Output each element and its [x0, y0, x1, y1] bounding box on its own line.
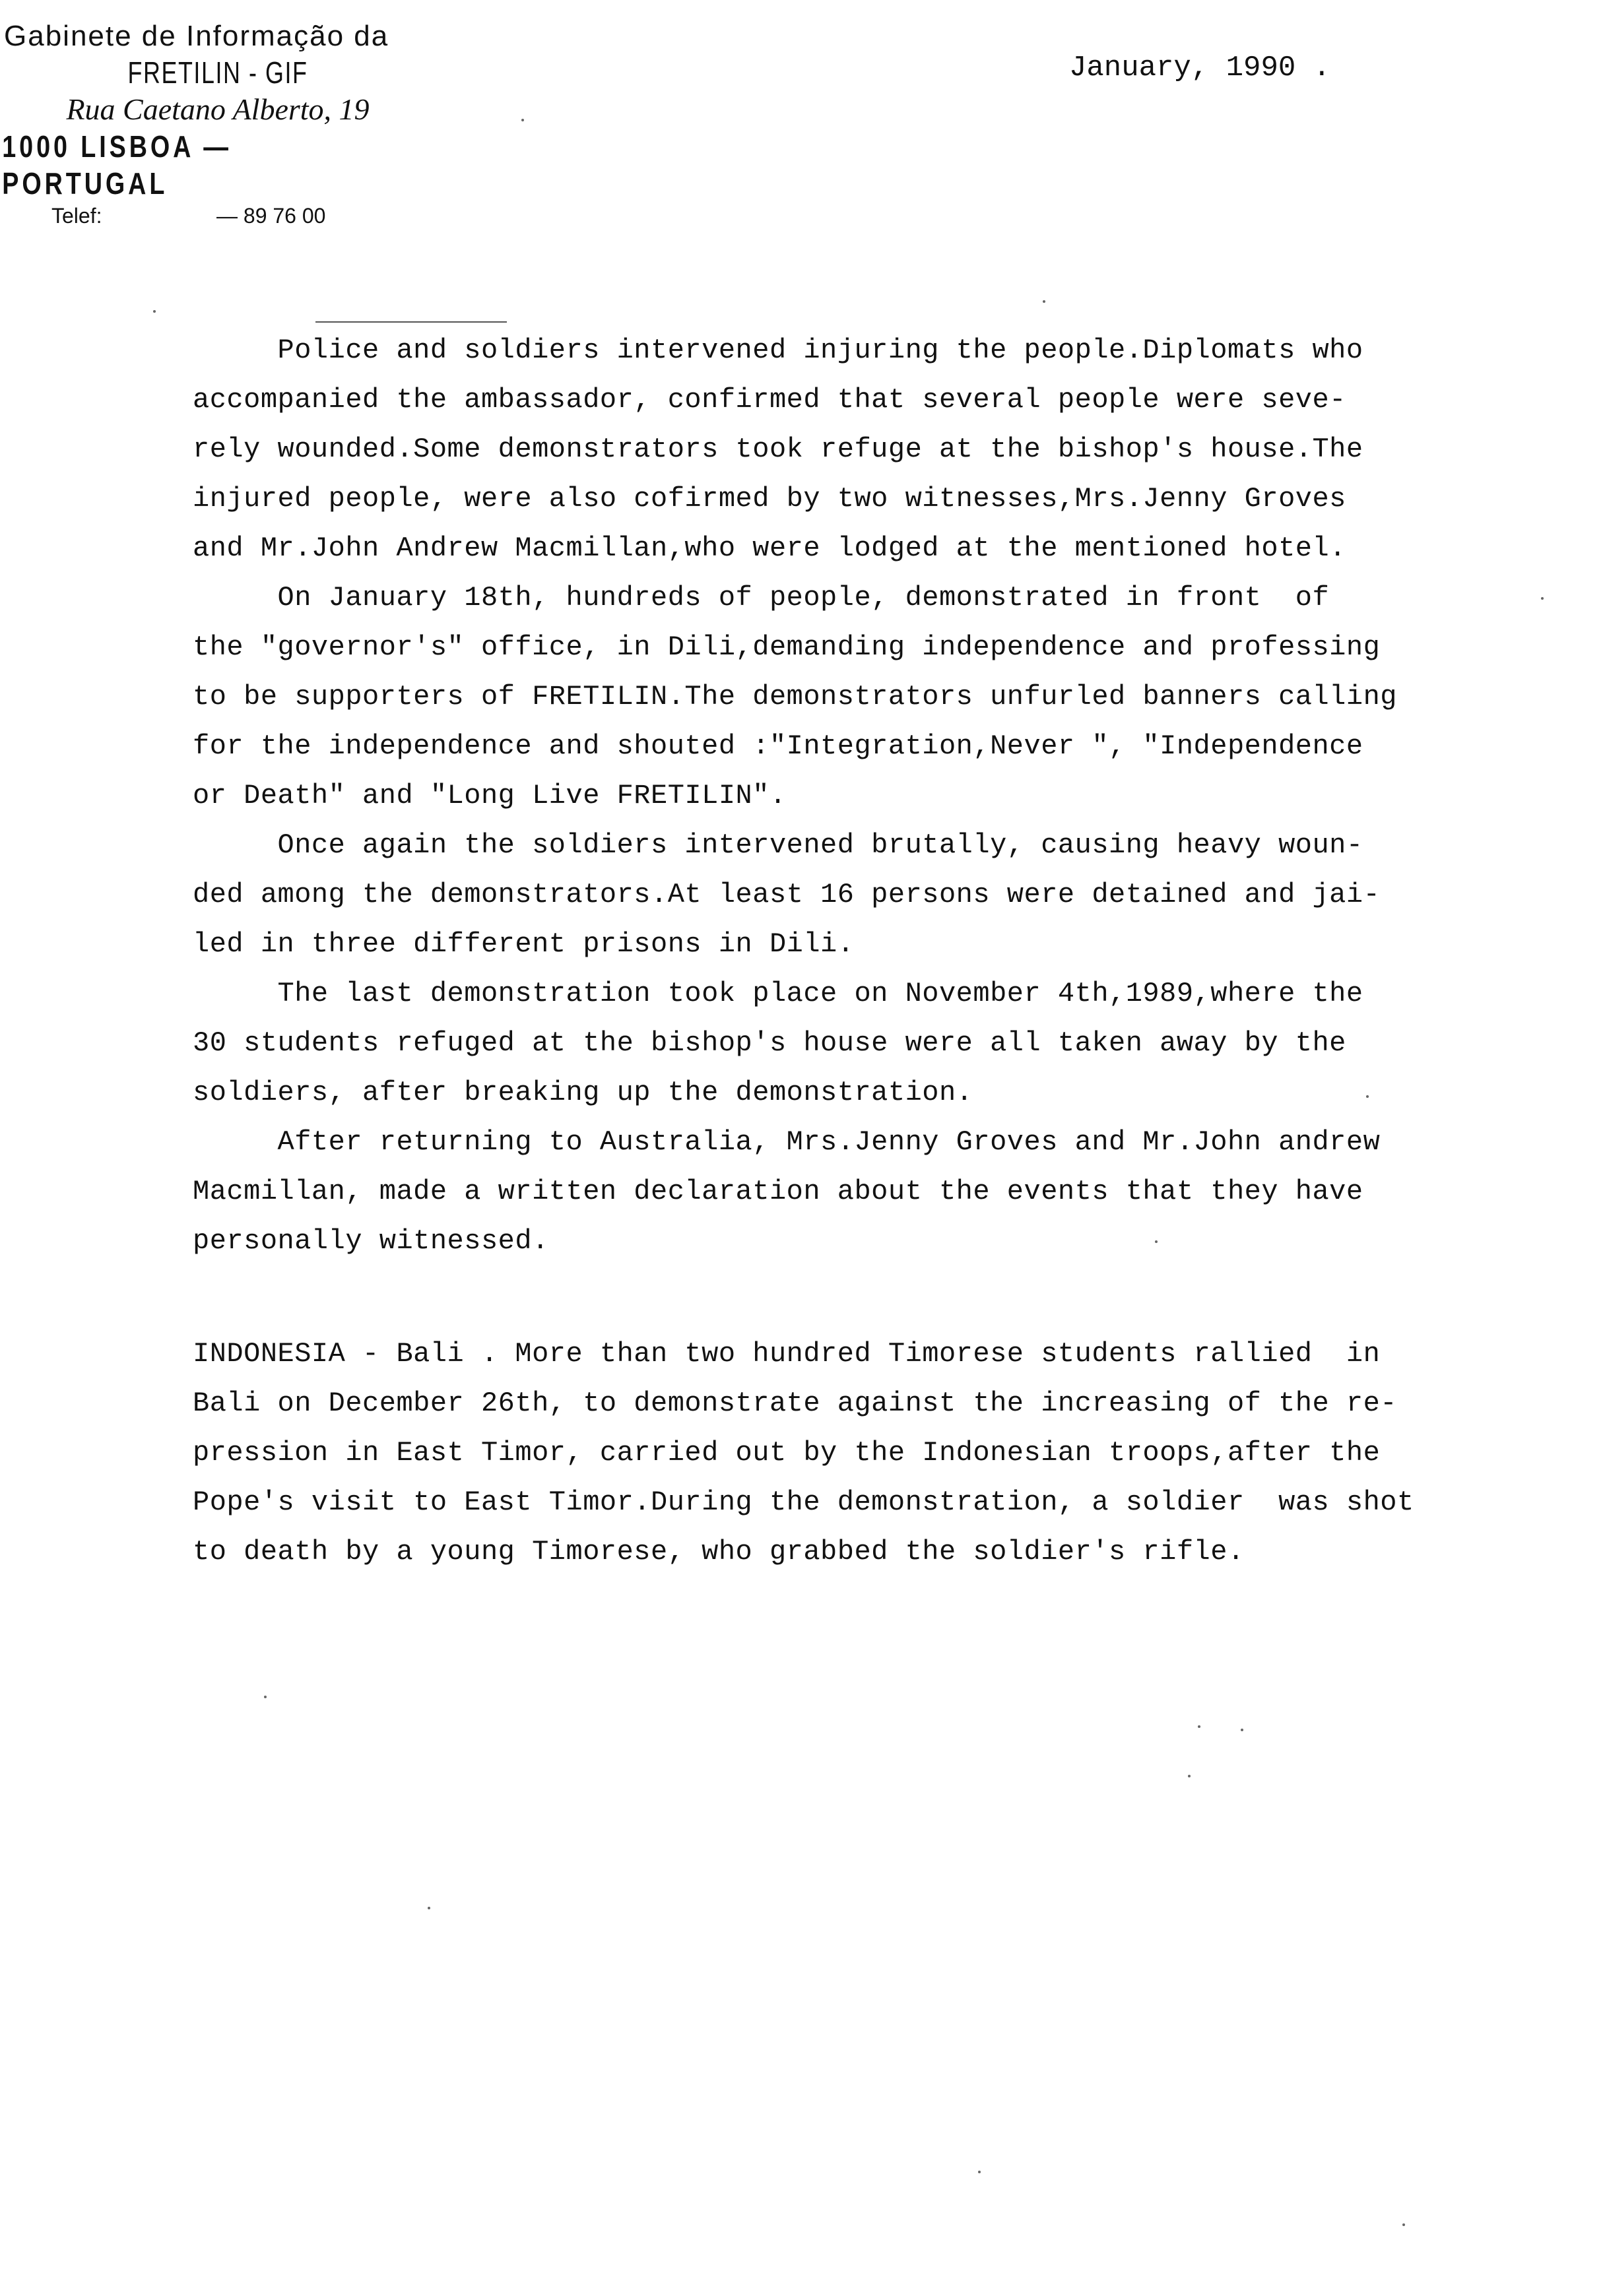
scan-speck [978, 2171, 981, 2173]
phone-label: Telef: [51, 204, 102, 228]
scan-speck [1541, 597, 1544, 600]
body-line: injured people, were also cofirmed by two witnesses,Mrs.Jenny Groves [193, 483, 1346, 515]
body-line: to be supporters of FRETILIN.The demonstrators unfurled banners calling [193, 681, 1397, 713]
scan-speck [264, 1696, 267, 1698]
letterhead [0, 18, 436, 229]
body-line: After returning to Australia, Mrs.Jenny Groves and Mr.John andrew [193, 1126, 1381, 1158]
body-line: for the independence and shouted :"Integration,Never ", "Independence [193, 730, 1363, 762]
letterhead-city: 1000 LISBOA — PORTUGAL [2, 129, 232, 201]
scan-speck [1241, 1729, 1243, 1731]
scan-speck [521, 119, 524, 121]
body-line: Bali on December 26th, to demonstrate against the increasing of the re- [193, 1387, 1397, 1419]
body-line: soldiers, after breaking up the demonstration. [193, 1077, 973, 1108]
letterhead-organization: Gabinete de Informação da [4, 20, 389, 52]
letterhead-phone [0, 203, 436, 229]
body-line: Pope's visit to East Timor.During the demonstration, a soldier was shot [193, 1486, 1414, 1518]
body-line: ded among the demonstrators.At least 16 persons were detained and jai- [193, 879, 1381, 910]
letterhead-street: Rua Caetano Alberto, 19 [66, 92, 370, 126]
scan-speck [1366, 1095, 1369, 1098]
body-line: and Mr.John Andrew Macmillan,who were lodged at the mentioned hotel. [193, 532, 1346, 564]
body-line: INDONESIA - Bali . More than two hundred Timorese students rallied in [193, 1338, 1381, 1370]
body-line: 30 students refuged at the bishop's house were all taken away by the [193, 1027, 1346, 1059]
letterhead-name: FRETILIN - GIF [127, 55, 308, 90]
section-gap [193, 1266, 1420, 1329]
body-line: rely wounded.Some demonstrators took refuge at the bishop's house.The [193, 433, 1363, 465]
body-line: pression in East Timor, carried out by the Indonesian troops,after the [193, 1437, 1381, 1469]
body-line: led in three different prisons in Dili. [193, 928, 855, 960]
scan-speck [153, 310, 156, 313]
body-line: or Death" and "Long Live FRETILIN". [193, 780, 787, 812]
document-body [193, 326, 1420, 1577]
phone-number: — 89 76 00 [216, 204, 326, 228]
body-line: personally witnessed. [193, 1225, 549, 1257]
body-line: accompanied the ambassador, confirmed that several people were seve- [193, 384, 1346, 416]
scan-speck [428, 1907, 430, 1909]
body-line: Police and soldiers intervened injuring the people.Diplomats who [193, 335, 1363, 366]
scan-speck [1188, 1775, 1191, 1777]
scan-speck [1198, 1725, 1200, 1728]
body-line: to death by a young Timorese, who grabbed the soldier's rifle. [193, 1536, 1245, 1568]
scan-speck [1155, 1240, 1158, 1243]
document-date: January, 1990 . [1069, 51, 1331, 84]
scan-speck [1043, 300, 1045, 303]
body-line: The last demonstration took place on November 4th,1989,where the [193, 978, 1363, 1009]
body-line: Once again the soldiers intervened brutally, causing heavy woun- [193, 829, 1363, 861]
body-line: the "governor's" office, in Dili,demanding independence and professing [193, 631, 1381, 663]
scan-speck [1402, 2223, 1405, 2226]
body-line: Macmillan, made a written declaration about the events that they have [193, 1176, 1363, 1207]
divider-rule [315, 321, 507, 323]
body-line: On January 18th, hundreds of people, demonstrated in front of [193, 582, 1330, 614]
